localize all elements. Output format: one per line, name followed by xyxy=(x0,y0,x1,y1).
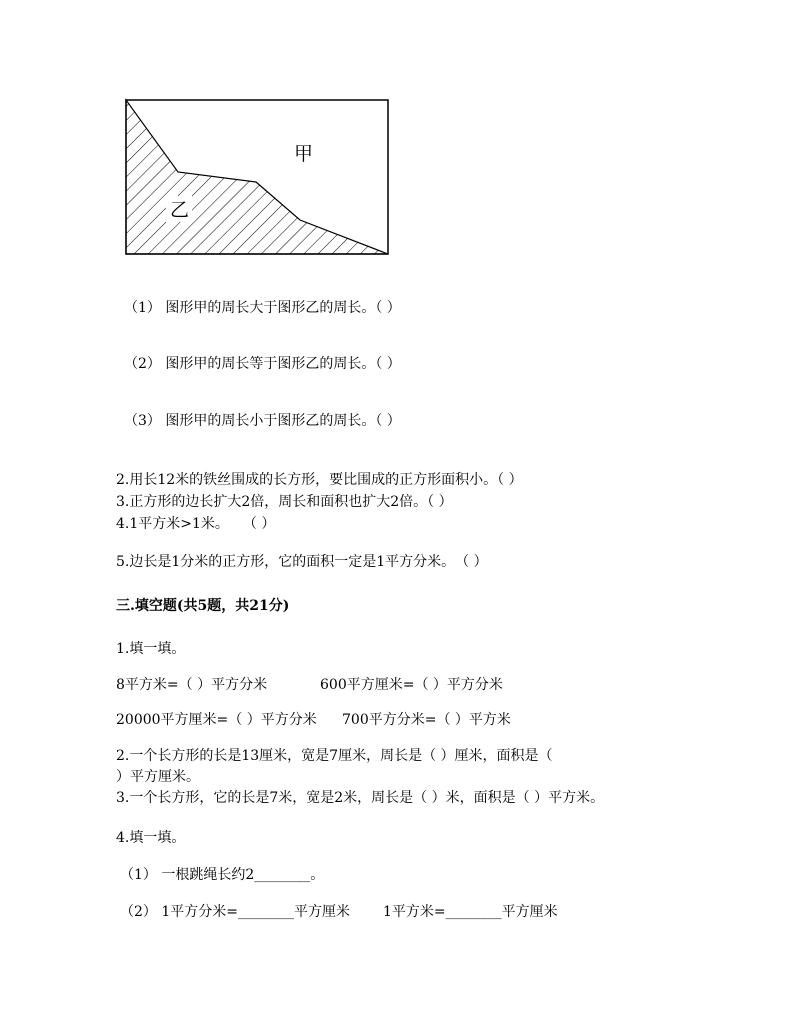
label-yi: 乙 xyxy=(170,199,190,221)
fill-q4-sub1: （1） 一根跳绳长约2________。 xyxy=(120,867,325,883)
judgement-4: 4.1平方米>1米。 （ ） xyxy=(116,516,276,532)
fill-q2-line1: 2.一个长方形的长是13厘米，宽是7厘米，周长是（ ）厘米，面积是（ xyxy=(116,748,553,764)
fill-q1-row1-left: 8平方米=（ ）平方分米 xyxy=(116,677,268,693)
fill-q4-sub2-left: （2） 1平方分米=________平方厘米 xyxy=(120,904,350,920)
section-title: 三.填空题(共5题，共21分) xyxy=(116,598,290,614)
option-1: （1） 图形甲的周长大于图形乙的周长。（ ） xyxy=(124,300,401,316)
fill-q1-title: 1.填一填。 xyxy=(116,641,186,657)
fill-q4-title: 4.填一填。 xyxy=(116,830,186,846)
fill-q1-row2-right: 700平方分米=（ ）平方米 xyxy=(342,712,511,728)
fill-q3: 3.一个长方形，它的长是7米，宽是2米，周长是（ ）米，面积是（ ）平方米。 xyxy=(116,790,605,806)
label-jia: 甲 xyxy=(294,143,314,165)
judgement-5: 5.边长是1分米的正方形，它的面积一定是1平方分米。 （ ） xyxy=(116,554,488,570)
fill-q1-row1-right: 600平方厘米=（ ）平方分米 xyxy=(320,677,503,693)
fill-q4-sub2-right: 1平方米=________平方厘米 xyxy=(383,904,558,920)
judgement-2: 2.用长12米的铁丝围成的长方形，要比围成的正方形面积小。（ ） xyxy=(116,472,523,488)
judgement-3: 3.正方形的边长扩大2倍，周长和面积也扩大2倍。（ ） xyxy=(116,494,453,510)
fill-q2-line2: ）平方厘米。 xyxy=(116,769,200,785)
option-2: （2） 图形甲的周长等于图形乙的周长。（ ） xyxy=(124,356,401,372)
shaded-region-yi xyxy=(126,100,388,254)
option-3: （3） 图形甲的周长小于图形乙的周长。（ ） xyxy=(124,413,401,429)
rectangle-figure xyxy=(122,96,392,260)
fill-q1-row2-left: 20000平方厘米=（ ）平方分米 xyxy=(116,712,317,728)
